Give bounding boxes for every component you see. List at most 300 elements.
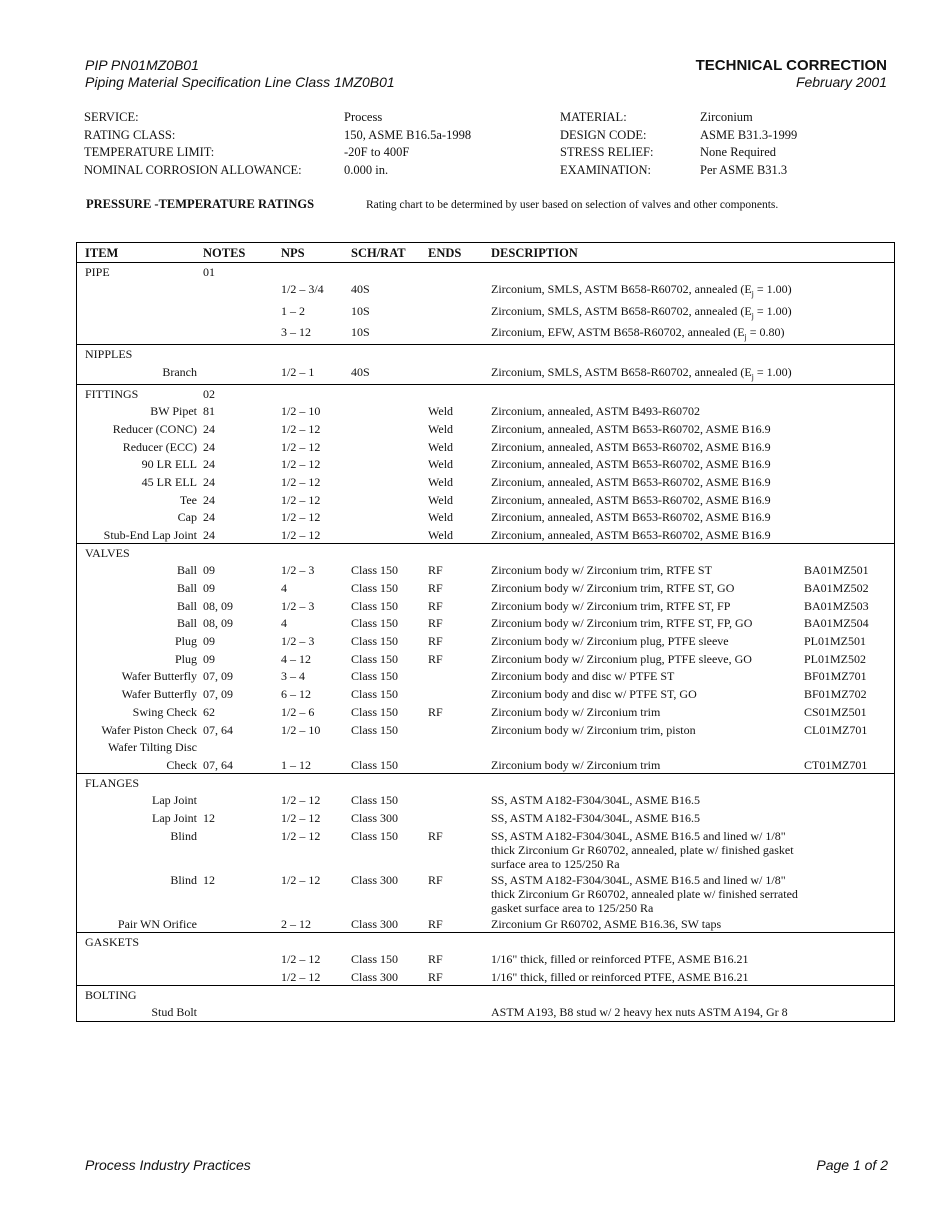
info-row xyxy=(84,163,894,181)
nps-cell: 4 xyxy=(281,581,287,595)
info-label: TEMPERATURE LIMIT: xyxy=(84,145,215,160)
description-subscript: j xyxy=(751,289,754,299)
ends-cell: Weld xyxy=(428,492,454,507)
notes-cell: 24 xyxy=(203,510,215,525)
group-notes xyxy=(203,932,281,950)
description-text: = 1.00) xyxy=(753,303,792,318)
description-cell: Zirconium body and disc w/ PTFE ST, GO xyxy=(491,687,697,702)
notes-cell: 07, 09 xyxy=(203,669,233,684)
item-cell: Ball xyxy=(177,563,197,578)
ends-cell xyxy=(428,809,491,827)
ends-cell xyxy=(428,721,491,739)
sch-rat-cell: Class 150 xyxy=(351,828,399,843)
item-cell: Branch xyxy=(162,364,197,379)
sch-rat-cell: Class 150 xyxy=(351,563,399,578)
nps-cell: 1/2 – 6 xyxy=(281,704,315,719)
nps-cell: 1/2 – 12 xyxy=(281,793,321,808)
item-cell: BW Pipet xyxy=(150,404,197,419)
description-cell: SS, ASTM A182-F304/304L, ASME B16.5 xyxy=(491,810,701,825)
table-row xyxy=(77,455,894,473)
col-header-ends: ENDS xyxy=(428,243,491,263)
nps-cell: 1 – 2 xyxy=(281,303,305,318)
item-cell: Blind xyxy=(170,828,197,843)
nps-cell: 3 – 12 xyxy=(281,324,311,339)
item-cell: Plug xyxy=(174,634,197,649)
item-cell: Reducer (CONC) xyxy=(112,421,197,436)
nps-cell: 1/2 – 12 xyxy=(281,474,321,489)
sch-rat-cell xyxy=(351,738,428,756)
notes-cell: 07, 64 xyxy=(203,722,233,737)
description-cell: Zirconium body w/ Zirconium plug, PTFE sleeve, GO xyxy=(491,651,752,666)
info-value: Zirconium xyxy=(700,110,753,124)
valve-code-cell xyxy=(804,438,894,456)
table-group-row xyxy=(77,985,894,1003)
nps-cell: 1/2 – 12 xyxy=(281,872,321,887)
description-cell xyxy=(491,280,804,301)
nps-cell: 1/2 – 12 xyxy=(281,810,321,825)
info-value: Per ASME B31.3 xyxy=(700,163,788,178)
item-cell: Ball xyxy=(177,616,197,631)
sch-rat-cell xyxy=(351,526,428,544)
sch-rat-cell xyxy=(351,420,428,438)
ends-cell: RF xyxy=(428,598,443,613)
notes-cell: 24 xyxy=(203,457,215,472)
description-cell: Zirconium body and disc w/ PTFE ST xyxy=(491,669,675,684)
table-row xyxy=(77,968,894,986)
notes-cell: 09 xyxy=(203,634,215,649)
table-row xyxy=(77,508,894,526)
pressure-temperature-ratings xyxy=(86,197,778,212)
nps-cell: 1/2 – 12 xyxy=(281,492,321,507)
description-text: = 1.00) xyxy=(753,282,792,297)
ends-cell: Weld xyxy=(428,527,454,542)
table-row xyxy=(77,597,894,615)
info-value: Process xyxy=(344,110,383,124)
nps-cell: 1/2 – 12 xyxy=(281,952,321,966)
valve-code-cell xyxy=(804,827,894,871)
info-row xyxy=(84,145,894,163)
description-cell: Zirconium, annealed, ASTM B653-R60702, ASME B16.9 xyxy=(491,510,771,525)
doc-subtitle: Piping Material Specification Line Class 1MZ0B01 xyxy=(85,74,395,90)
sch-rat-cell: Class 300 xyxy=(351,810,399,825)
notes-cell xyxy=(203,1003,281,1021)
nps-cell xyxy=(281,738,351,756)
valve-code-cell xyxy=(804,402,894,420)
description-cell: ASTM A193, B8 stud w/ 2 heavy hex nuts ASTM A194, Gr 8 xyxy=(491,1005,788,1020)
sch-rat-cell: Class 150 xyxy=(351,634,399,649)
ends-cell: Weld xyxy=(428,421,454,436)
item-cell: Lap Joint xyxy=(152,810,197,825)
nps-cell: 1/2 – 3 xyxy=(281,598,315,613)
ptr-text: Rating chart to be determined by user based on selection of valves and other components. xyxy=(366,199,779,211)
item-cell: Wafer Butterfly xyxy=(121,669,197,684)
table-row xyxy=(77,950,894,968)
sch-rat-cell: Class 150 xyxy=(351,616,399,631)
notes-cell xyxy=(203,791,281,809)
footer-left: Process Industry Practices xyxy=(85,1157,251,1173)
nps-cell: 1 – 12 xyxy=(281,757,311,772)
nps-cell: 1/2 – 12 xyxy=(281,457,321,472)
col-header-description: DESCRIPTION xyxy=(491,243,804,263)
notes-cell: 24 xyxy=(203,527,215,542)
item-cell xyxy=(77,968,203,986)
nps-cell: 1/2 – 12 xyxy=(281,421,321,436)
table-row xyxy=(77,632,894,650)
ends-cell: Weld xyxy=(428,439,454,454)
group-name: FITTINGS xyxy=(77,384,203,402)
valve-code-cell xyxy=(804,791,894,809)
info-label: MATERIAL: xyxy=(560,110,627,124)
valve-code-cell xyxy=(804,363,894,385)
notes-cell xyxy=(203,738,281,756)
notes-cell xyxy=(203,302,281,323)
item-cell: Lap Joint xyxy=(152,793,197,808)
info-label: SERVICE: xyxy=(84,110,139,124)
ends-cell: Weld xyxy=(428,474,454,489)
valve-code-cell xyxy=(804,871,894,915)
col-header-nps: NPS xyxy=(281,243,351,263)
page-number: Page 1 of 2 xyxy=(816,1157,888,1173)
notes-cell xyxy=(203,280,281,301)
nps-cell: 4 xyxy=(281,616,287,631)
nps-cell: 1/2 – 12 xyxy=(281,527,321,542)
description-subscript: j xyxy=(751,310,754,320)
description-text: Zirconium, EFW, ASTM B658-R60702, annealed (E xyxy=(491,324,745,339)
valve-code-cell: BF01MZ702 xyxy=(804,687,867,702)
table-group-row xyxy=(77,932,894,950)
nps-cell: 1/2 – 12 xyxy=(281,510,321,525)
item-cell: 45 LR ELL xyxy=(141,474,197,489)
description-cell xyxy=(491,323,804,345)
nps-cell: 1/2 – 3 xyxy=(281,563,315,578)
sch-rat-cell: 40S xyxy=(351,364,370,379)
info-row xyxy=(84,128,894,146)
sch-rat-cell: Class 150 xyxy=(351,598,399,613)
notes-cell: 07, 64 xyxy=(203,757,233,772)
table-row xyxy=(77,491,894,509)
ends-cell: RF xyxy=(428,704,443,719)
notes-cell: 24 xyxy=(203,474,215,489)
table-row xyxy=(77,685,894,703)
table-row xyxy=(77,302,894,323)
info-value: None Required xyxy=(700,145,777,160)
sch-rat-cell: Class 150 xyxy=(351,952,399,966)
notes-cell: 24 xyxy=(203,492,215,507)
sch-rat-cell: Class 150 xyxy=(351,722,399,737)
nps-cell: 6 – 12 xyxy=(281,687,311,702)
sch-rat-cell: Class 300 xyxy=(351,969,399,984)
nps-cell: 3 – 4 xyxy=(281,669,305,684)
valve-code-cell xyxy=(804,473,894,491)
table-header-row xyxy=(77,243,894,263)
item-cell: Swing Check xyxy=(132,704,197,719)
valve-code-cell xyxy=(804,915,894,933)
description-cell: SS, ASTM A182-F304/304L, ASME B16.5 and lined w/ 1/8" thick Zirconium Gr R60702, annealed, plate w/ finished gasket surface area to 125/250 Ra xyxy=(491,828,794,871)
description-subscript: j xyxy=(744,332,747,342)
description-cell: Zirconium, annealed, ASTM B653-R60702, ASME B16.9 xyxy=(491,527,771,542)
notes-cell: 09 xyxy=(203,651,215,666)
description-cell: Zirconium body w/ Zirconium trim, piston xyxy=(491,722,696,737)
table-row xyxy=(77,526,894,544)
item-cell xyxy=(77,323,203,345)
notes-cell: 62 xyxy=(203,704,215,719)
notes-cell: 08, 09 xyxy=(203,616,233,631)
table-row xyxy=(77,650,894,668)
sch-rat-cell: Class 150 xyxy=(351,793,399,808)
table-row xyxy=(77,402,894,420)
notes-cell: 81 xyxy=(203,404,215,419)
nps-cell: 1/2 – 12 xyxy=(281,828,321,843)
item-cell: Check xyxy=(166,757,197,772)
item-cell: Stub-End Lap Joint xyxy=(103,527,197,542)
info-value: ASME B31.3-1999 xyxy=(700,127,798,142)
table-row xyxy=(77,756,894,774)
ends-cell: RF xyxy=(428,651,443,666)
description-text: Zirconium, SMLS, ASTM B658-R60702, annealed (E xyxy=(491,282,752,297)
ends-cell: RF xyxy=(428,563,443,578)
sch-rat-cell xyxy=(351,402,428,420)
valve-code-cell: BA01MZ504 xyxy=(804,616,869,631)
table-row xyxy=(77,871,894,915)
nps-cell: 1/2 – 12 xyxy=(281,969,321,984)
description-cell: Zirconium body w/ Zirconium trim, RTFE ST, FP xyxy=(491,598,731,613)
valve-code-cell xyxy=(804,302,894,323)
notes-cell: 07, 09 xyxy=(203,687,233,702)
notes-cell: 12 xyxy=(203,872,215,887)
ends-cell: Weld xyxy=(428,404,454,419)
item-cell: Reducer (ECC) xyxy=(122,439,197,454)
notes-cell xyxy=(203,363,281,385)
description-cell: Zirconium Gr R60702, ASME B16.36, SW taps xyxy=(491,916,722,931)
description-cell: Zirconium, annealed, ASTM B653-R60702, ASME B16.9 xyxy=(491,421,771,436)
table-body xyxy=(77,263,894,1021)
nps-cell xyxy=(281,1003,351,1021)
description-text: Zirconium, SMLS, ASTM B658-R60702, annealed (E xyxy=(491,303,752,318)
valve-code-cell xyxy=(804,809,894,827)
description-cell: Zirconium body w/ Zirconium trim xyxy=(491,757,661,772)
nps-cell: 1/2 – 12 xyxy=(281,439,321,454)
sch-rat-cell: Class 150 xyxy=(351,669,399,684)
sch-rat-cell: Class 150 xyxy=(351,581,399,595)
sch-rat-cell xyxy=(351,473,428,491)
nps-cell: 2 – 12 xyxy=(281,916,311,931)
info-value: 150, ASME B16.5a-1998 xyxy=(344,127,472,142)
group-name: NIPPLES xyxy=(77,345,203,363)
header-left xyxy=(85,57,395,91)
notes-cell: 12 xyxy=(203,810,215,825)
table-row xyxy=(77,280,894,301)
table-row xyxy=(77,667,894,685)
valve-code-cell xyxy=(804,508,894,526)
table-row xyxy=(77,827,894,871)
group-notes xyxy=(203,985,281,1003)
description-cell: Zirconium body w/ Zirconium trim xyxy=(491,704,661,719)
valve-code-cell xyxy=(804,491,894,509)
table-row xyxy=(77,473,894,491)
group-name: VALVES xyxy=(77,544,203,562)
valve-code-cell xyxy=(804,968,894,986)
item-cell: Wafer Piston Check xyxy=(101,722,197,737)
ends-cell xyxy=(428,323,491,345)
col-header-notes: NOTES xyxy=(203,243,281,263)
nps-cell: 1/2 – 3 xyxy=(281,634,315,649)
info-row xyxy=(84,110,894,128)
description-cell: Zirconium, annealed, ASTM B653-R60702, ASME B16.9 xyxy=(491,439,771,454)
description-cell: Zirconium body w/ Zirconium trim, RTFE ST, GO xyxy=(491,581,735,595)
description-cell: 1/16" thick, filled or reinforced PTFE, ASME B16.21 xyxy=(491,969,749,984)
description-cell: SS, ASTM A182-F304/304L, ASME B16.5 and lined w/ 1/8" thick Zirconium Gr R60702, annealed plate w/ finished serrated gasket surface area to 125/250 Ra xyxy=(491,872,798,915)
notes-cell: 24 xyxy=(203,421,215,436)
notes-cell: 09 xyxy=(203,581,215,595)
ends-cell xyxy=(428,791,491,809)
nps-cell: 1/2 – 10 xyxy=(281,404,321,419)
description-cell: Zirconium, annealed, ASTM B493-R60702 xyxy=(491,404,700,419)
sch-rat-cell: 10S xyxy=(351,324,370,339)
table-row xyxy=(77,420,894,438)
description-cell: Zirconium, annealed, ASTM B653-R60702, ASME B16.9 xyxy=(491,492,771,507)
info-label: STRESS RELIEF: xyxy=(560,145,654,160)
ends-cell xyxy=(428,363,491,385)
table-row xyxy=(77,791,894,809)
table-row xyxy=(77,721,894,739)
notes-cell: 08, 09 xyxy=(203,598,233,613)
notes-cell xyxy=(203,968,281,986)
table-row xyxy=(77,363,894,385)
sch-rat-cell: 40S xyxy=(351,282,370,297)
group-notes: 01 xyxy=(203,263,281,281)
ends-cell: Weld xyxy=(428,510,454,525)
nps-cell: 1/2 – 10 xyxy=(281,722,321,737)
table-row xyxy=(77,703,894,721)
table-group-row xyxy=(77,384,894,402)
valve-code-cell: CS01MZ501 xyxy=(804,704,867,719)
sch-rat-cell: Class 150 xyxy=(351,757,399,772)
description-cell: Zirconium body w/ Zirconium plug, PTFE sleeve xyxy=(491,634,729,649)
description-cell: 1/16" thick, filled or reinforced PTFE, ASME B16.21 xyxy=(491,952,749,966)
header-right xyxy=(696,57,887,91)
group-name: GASKETS xyxy=(77,932,203,950)
notes-cell xyxy=(203,827,281,871)
info-label: EXAMINATION: xyxy=(560,163,651,178)
valve-code-cell xyxy=(804,455,894,473)
table-row xyxy=(77,614,894,632)
ends-cell xyxy=(428,1003,491,1021)
valve-code-cell: PL01MZ502 xyxy=(804,651,867,666)
col-header-item: ITEM xyxy=(77,243,203,263)
sch-rat-cell xyxy=(351,438,428,456)
ends-cell xyxy=(428,756,491,774)
nps-cell: 1/2 – 3/4 xyxy=(281,282,324,297)
valve-code-cell: CT01MZ701 xyxy=(804,757,868,772)
valve-code-cell xyxy=(804,420,894,438)
sch-rat-cell: Class 150 xyxy=(351,704,399,719)
table-group-row xyxy=(77,774,894,792)
table-group-row xyxy=(77,263,894,281)
table-row xyxy=(77,738,894,756)
ends-cell: RF xyxy=(428,634,443,649)
item-cell: Wafer Tilting Disc xyxy=(107,740,197,755)
col-header-code xyxy=(804,243,894,263)
ends-cell: RF xyxy=(428,828,443,843)
group-notes xyxy=(203,544,281,562)
valve-code-cell xyxy=(804,280,894,301)
description-cell: Zirconium, annealed, ASTM B653-R60702, ASME B16.9 xyxy=(491,457,771,472)
table-row xyxy=(77,915,894,933)
table-row xyxy=(77,1003,894,1021)
sch-rat-cell xyxy=(351,491,428,509)
sch-rat-cell xyxy=(351,508,428,526)
ends-cell: Weld xyxy=(428,457,454,472)
ends-cell xyxy=(428,667,491,685)
group-name: BOLTING xyxy=(77,985,203,1003)
valve-code-cell: BA01MZ501 xyxy=(804,563,869,578)
sch-rat-cell: 10S xyxy=(351,303,370,318)
item-cell: Ball xyxy=(177,598,197,613)
item-cell: Tee xyxy=(179,492,197,507)
doc-id: PIP PN01MZ0B01 xyxy=(85,57,199,73)
sch-rat-cell: Class 300 xyxy=(351,916,399,931)
group-notes: 02 xyxy=(203,384,281,402)
info-label: RATING CLASS: xyxy=(84,127,176,142)
doc-date: February 2001 xyxy=(795,74,887,90)
description-cell xyxy=(491,363,804,385)
description-cell: Zirconium body w/ Zirconium trim, RTFE ST xyxy=(491,563,712,578)
item-cell xyxy=(77,302,203,323)
info-value: -20F to 400F xyxy=(344,145,410,160)
notes-cell: 09 xyxy=(203,563,215,578)
group-name: FLANGES xyxy=(77,774,203,792)
nps-cell: 4 – 12 xyxy=(281,651,311,666)
description-cell: SS, ASTM A182-F304/304L, ASME B16.5 xyxy=(491,793,701,808)
valve-code-cell: BA01MZ502 xyxy=(804,581,869,595)
item-cell: Blind xyxy=(170,872,197,887)
table-row xyxy=(77,438,894,456)
ends-cell xyxy=(428,738,491,756)
notes-cell xyxy=(203,323,281,345)
table-row xyxy=(77,579,894,597)
ptr-title: PRESSURE -TEMPERATURE RATINGS xyxy=(86,197,315,211)
item-cell: Cap xyxy=(177,510,197,525)
table-row xyxy=(77,561,894,579)
description-subscript: j xyxy=(751,371,754,381)
item-cell: 90 LR ELL xyxy=(141,457,197,472)
sch-rat-cell: Class 150 xyxy=(351,651,399,666)
item-cell: Plug xyxy=(174,651,197,666)
valve-code-cell xyxy=(804,323,894,345)
valve-code-cell: BF01MZ701 xyxy=(804,669,867,684)
valve-code-cell xyxy=(804,526,894,544)
info-value: 0.000 in. xyxy=(344,163,389,178)
table-group-row xyxy=(77,544,894,562)
table-row xyxy=(77,323,894,345)
group-notes xyxy=(203,345,281,363)
ends-cell xyxy=(428,302,491,323)
nps-cell: 1/2 – 1 xyxy=(281,364,315,379)
table-row xyxy=(77,809,894,827)
description-cell xyxy=(491,738,804,756)
valve-code-cell xyxy=(804,1003,894,1021)
ends-cell: RF xyxy=(428,969,443,984)
spec-info-block xyxy=(84,110,894,181)
group-name: PIPE xyxy=(77,263,203,281)
col-header-sch-rat: SCH/RAT xyxy=(351,243,428,263)
valve-code-cell xyxy=(804,738,894,756)
sch-rat-cell xyxy=(351,455,428,473)
ends-cell xyxy=(428,280,491,301)
ends-cell: RF xyxy=(428,616,443,631)
ends-cell: RF xyxy=(428,581,443,595)
sch-rat-cell xyxy=(351,1003,428,1021)
